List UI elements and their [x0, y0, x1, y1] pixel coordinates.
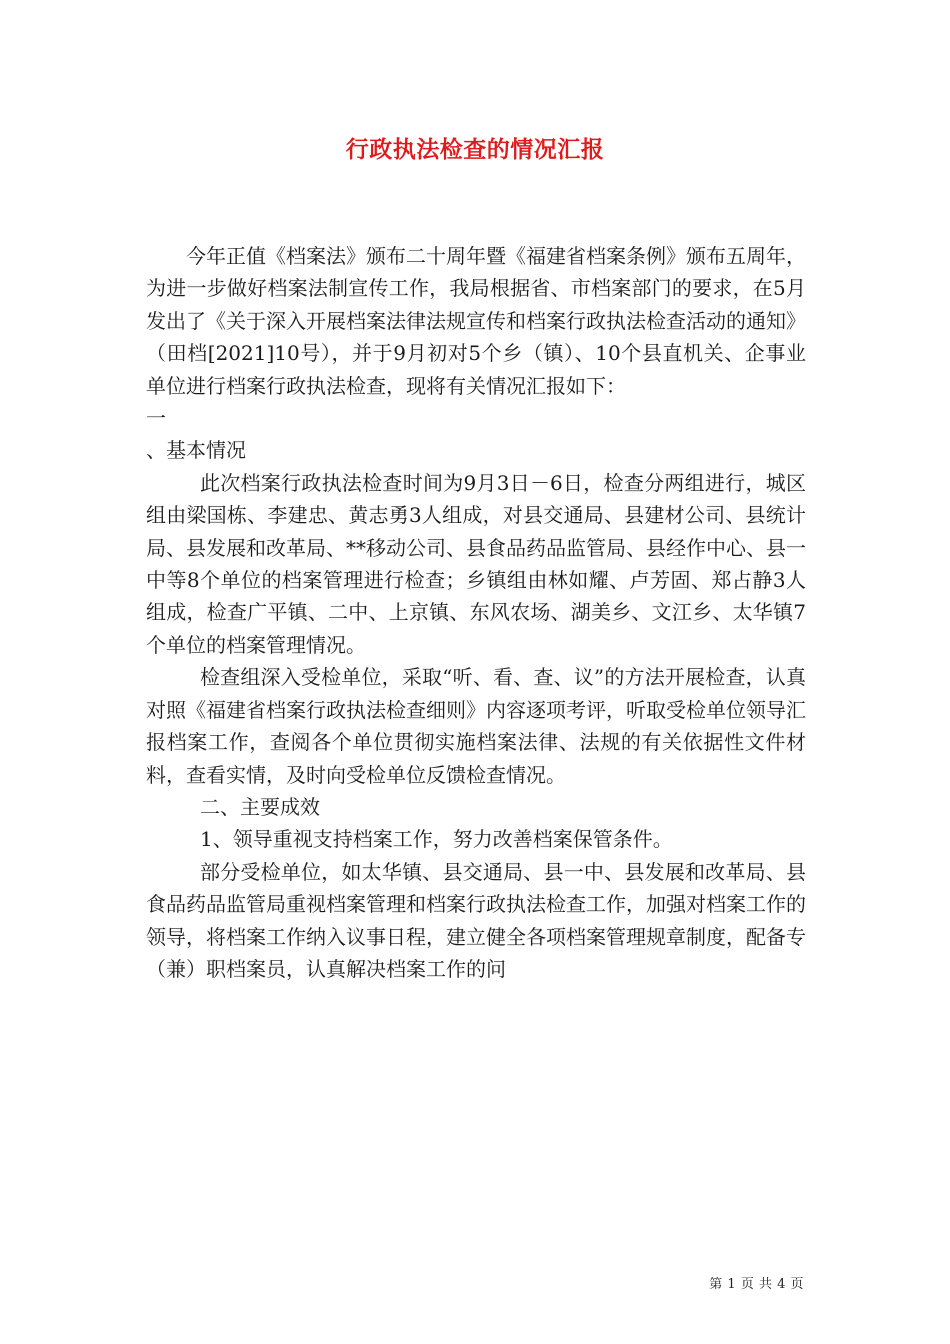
- paragraph-intro: 今年正值《档案法》颁布二十周年暨《福建省档案条例》颁布五周年，为进一步做好档案法制宣传工作，我局根据省、市档案部门的要求，在5月发出了《关于深入开展档案法律法规宣传和档案行政执法检查活动的通知》（田档[2021]10号），并于9月初对5个乡（镇）、10个县直机关、企事业单位进行档案行政执法检查，现将有关情况汇报如下：: [146, 244, 806, 398]
- document-body: [146, 240, 806, 985]
- page-number-footer: 第 1 页 共 4 页: [709, 1277, 804, 1292]
- paragraph-basic-situation: 此次档案行政执法检查时间为9月3日－6日，检查分两组进行，城区组由梁国栋、李建忠、黄志勇3人组成，对县交通局、县建材公司、县统计局、县发展和改革局、**移动公司、县食品药品监管局、县经作中心、县一中等8个单位的档案管理进行检查；乡镇组由林如耀、卢芳固、郑占静3人组成，检查广平镇、二中、上京镇、东风农场、湖美乡、文江乡、太华镇7个单位的档案管理情况。: [146, 470, 806, 657]
- section-1-heading: 、基本情况: [146, 438, 246, 463]
- section-2-heading: 二、主要成效: [200, 794, 320, 819]
- paragraph-leadership: 部分受检单位，如太华镇、县交通局、县一中、县发展和改革局、县食品药品监管局重视档案管理和档案行政执法检查工作，加强对档案工作的领导，将档案工作纳入议事日程，建立健全各项档案管理规章制度，配备专（兼）职档案员，认真解决档案工作的问: [146, 859, 806, 981]
- subsection-1-heading: 1、领导重视支持档案工作，努力改善档案保管条件。: [200, 827, 673, 852]
- paragraph-inspection-method: 检查组深入受检单位，采取“听、看、查、议”的方法开展检查，认真对照《福建省档案行政执法检查细则》内容逐项考评，听取受检单位领导汇报档案工作，查阅各个单位贯彻实施档案法律、法规的有关依据性文件材料，查看实情，及时向受检单位反馈检查情况。: [146, 665, 806, 787]
- document-title: 行政执法检查的情况汇报: [345, 136, 605, 163]
- section-1-number: 一: [146, 406, 166, 431]
